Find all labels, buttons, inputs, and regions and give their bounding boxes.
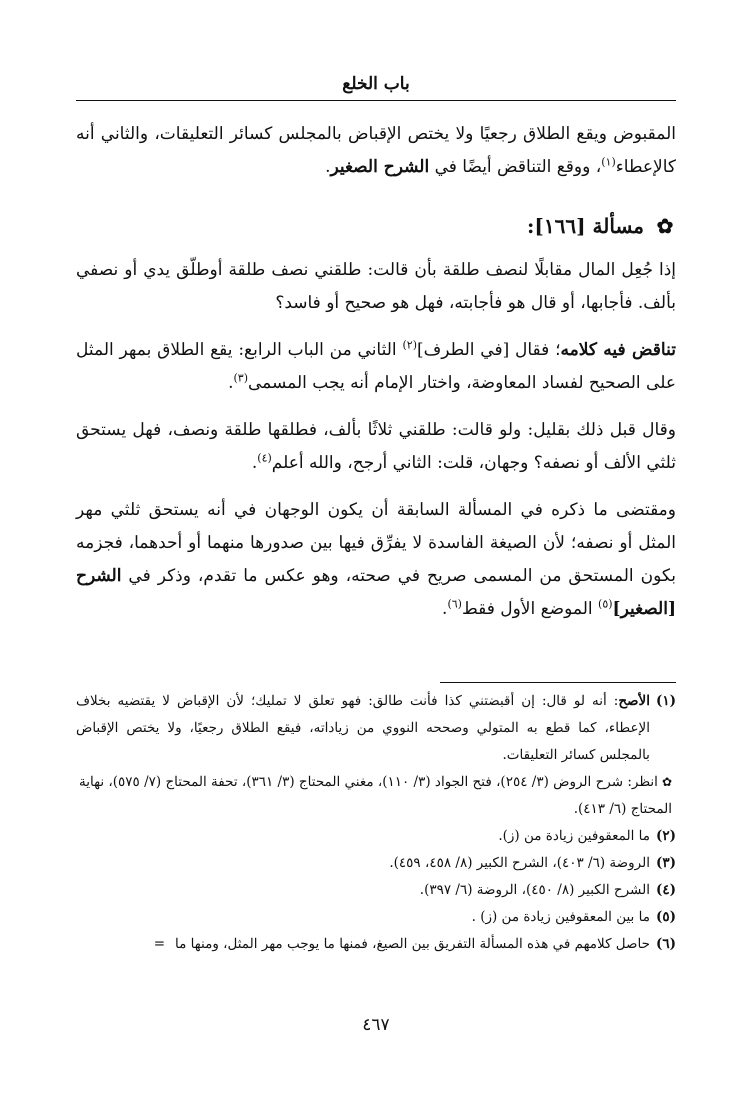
footnote-1-sources: ✿انظر: شرح الروض (٣/ ٢٥٤)، فتح الجواد (٣/ ١١٠)، مغني المحتاج (٣/ ٣٦١)، تحفة المحتاج (٧/ ٥٧٥)، نهاية المحتاج (٦/ ٤١٣). [79, 774, 672, 817]
footnote-3: (٣) الروضة (٦/ ٤٠٣)، الشرح الكبير (٨/ ٤٥٨، ٤٥٩). [76, 850, 676, 877]
paragraph-1: المقبوض ويقع الطلاق رجعيًا ولا يختص الإقباض بالمجلس كسائر التعليقات، والثاني أنه كالإعطاء$^{(١)}$، ووقع التناقض أيضًا في الشرح الصغير. [76, 124, 676, 177]
footnote-2: (٢) ما المعقوفين زيادة من (ز). [76, 823, 676, 850]
footnote-ref-2[interactable]: (٢) [402, 338, 417, 352]
footnote-number: (٥) [655, 909, 676, 925]
contradiction-label: تناقض فيه كلامه [560, 340, 676, 360]
book-title-bold: الشرح [الصغير] [76, 566, 676, 619]
continuation-mark: = [153, 936, 166, 952]
footnote-ref-3[interactable]: (٣) [233, 371, 248, 385]
footnote-number: (٢) [655, 828, 676, 844]
header-rule [76, 100, 676, 101]
footnote-rule [440, 682, 676, 683]
footnote-4: (٤) الشرح الكبير (٨/ ٤٥٠)، الروضة (٦/ ٣٩٧). [76, 877, 676, 904]
flower-ornament-icon: ✿ [656, 214, 674, 238]
main-text [76, 118, 676, 640]
paragraph-2: إذا جُعِل المال مقابلًا لنصف طلقة بأن قالت: طلقني نصف طلقة أوطلّق يدي أو نصفي بألف. فأجابها، أو قال هو فأجابته، فهل هو صحيح أو فاسد؟ [76, 260, 676, 313]
running-header: باب الخلع [342, 74, 410, 94]
footnote-number: (٤) [655, 882, 676, 898]
footnote-ref-6[interactable]: (٦) [447, 597, 462, 611]
paragraph-3: تناقض فيه كلامه؛ فقال [في الطرف]$^{(٢)}$ الثاني من الباب الرابع: يقع الطلاق بمهر المثل على الصحيح لفساد المعاوضة، واختار الإمام أنه يجب المسمى$^{(٣)}$. [76, 338, 676, 393]
paragraph-4: وقال قبل ذلك بقليل: ولو قالت: طلقني ثلاثًا بألف، فطلقها طلقة ونصف، فهل يستحق ثلثي الألف أو نصفه؟ وجهان، قلت: الثاني أرجح، والله أعلم$^{(٤)}$. [76, 420, 676, 473]
footnote-ref-1[interactable]: (١) [601, 155, 616, 169]
footnote-number: (٣) [655, 855, 676, 871]
footnotes [76, 688, 676, 958]
book-title-bold: الشرح الصغير [330, 157, 430, 177]
footnote-number: (٦) [655, 936, 676, 952]
footnote-1: (١) الأصح: أنه لو قال: إن أقبضتني كذا فأنت طالق: فهو تعلق لا تمليك؛ لأن الإقباض لا يقتضيه بخلاف الإعطاء، كما قطع به المتولي وصححه النووي من زياداته، فيقع الطلاق رجعيًا، ولا يختص الإقباض بالمجلس كسائر التعليقات. [76, 688, 676, 769]
footnote-ref-5[interactable]: (٥) [598, 597, 613, 611]
paragraph-5: ومقتضى ما ذكره في المسألة السابقة أن يكون الوجهان في أنه يستحق ثلثي مهر المثل أو نصفه؛ لأن الصيغة الفاسدة لا يفرِّق فيها بين صدورها منهما أو أحدهما، فجزمه بكون المستحق من المسمى صريح في صحته، وهو عكس ما تقدم، وذكر في الشرح [الصغير]$^{(٥)}$ الموضع الأول فقط$^{(٦)}$. [76, 500, 676, 619]
issue-heading [76, 210, 676, 242]
footnote-6: (٦) حاصل كلامهم في هذه المسألة التفريق بين الصيغ، فمنها ما يوجب مهر المثل، ومنها ما= [76, 931, 676, 958]
flower-ornament-icon: ✿ [661, 775, 672, 789]
page-number: ٤٦٧ [362, 1015, 390, 1035]
footnote-5: (٥) ما بين المعقوفين زيادة من (ز) . [76, 904, 676, 931]
footnote-number: (١) [655, 693, 676, 709]
footnote-ref-4[interactable]: (٤) [257, 451, 272, 465]
issue-label: مسألة [١٦٦]: [527, 214, 644, 238]
